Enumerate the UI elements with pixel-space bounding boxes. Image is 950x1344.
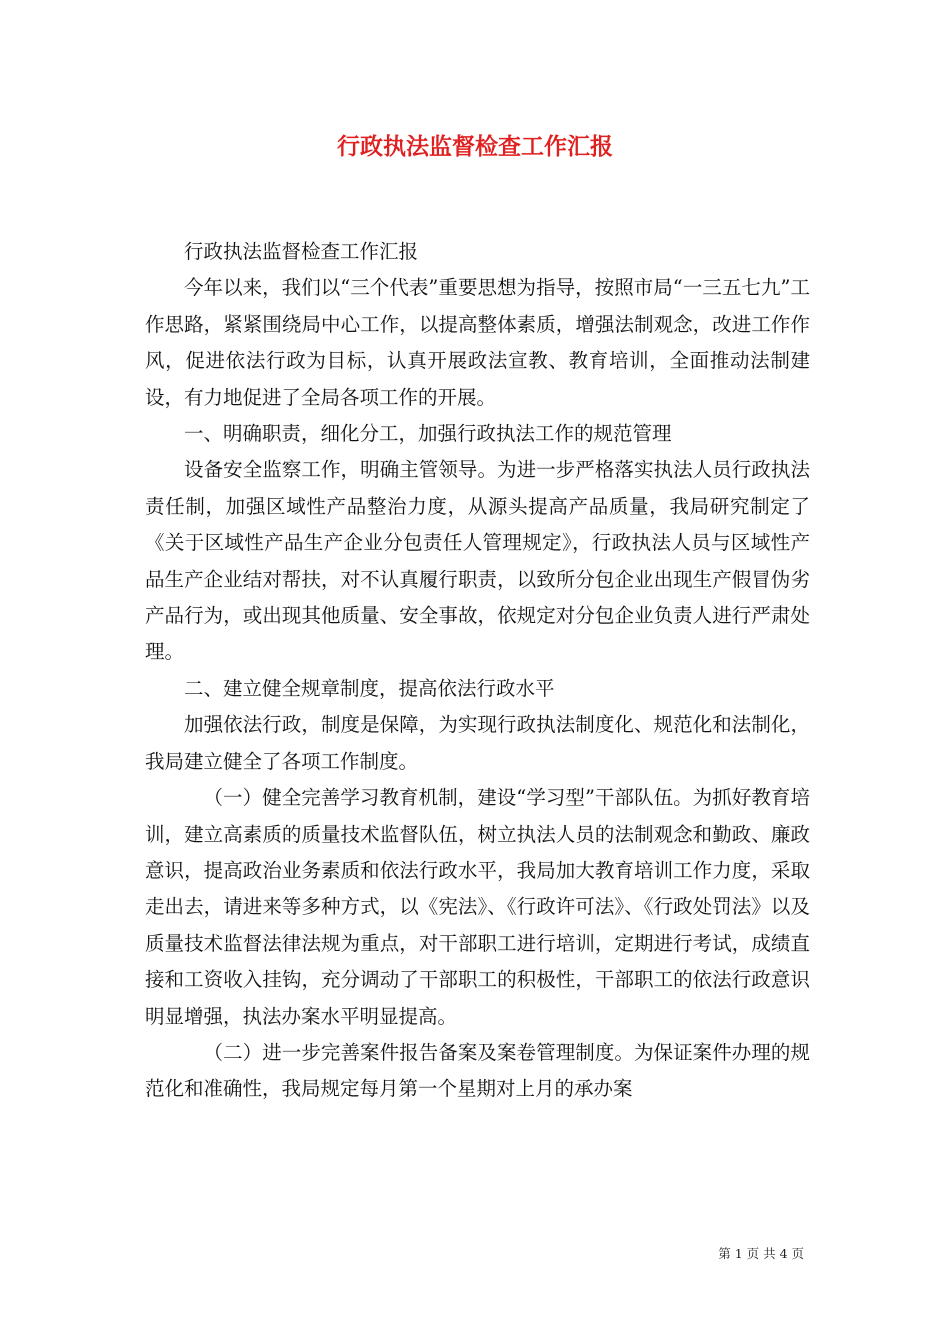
body-paragraph-intro: 今年以来，我们以“三个代表”重要思想为指导，按照市局“一三五七九”工作思路，紧紧围绕局中心工作，以提高整体素质，增强法制观念，改进工作作风，促进依法行政为目标，认真开展政法宣教、教育培训，全面推动法制建设，有力地促进了全局各项工作的开展。 <box>145 276 810 409</box>
section-heading-1: 一、明确职责，细化分工，加强行政执法工作的规范管理 <box>184 422 672 446</box>
subsection-paragraph-1: （一）健全完善学习教育机制，建设“学习型”干部队伍。为抓好教育培训，建立高素质的质量技术监督队伍，树立执法人员的法制观念和勤政、廉政意识，提高政治业务素质和依法行政水平，我局加大教育培训工作力度，采取走出去，请进来等多种方式，以《宪法》、《行政许可法》、《行政处罚法》以及质量技术监督法律法规为重点，对干部职工进行培训，定期进行考试，成绩直接和工资收入挂钩，充分调动了干部职工的积极性，干部职工的依法行政意识明显增强，执法办案水平明显提高。 <box>145 786 810 1028</box>
section-heading-2: 二、建立健全规章制度，提高依法行政水平 <box>184 676 555 700</box>
page-number: 第 1 页 共 4 页 <box>718 1246 804 1261</box>
body-subtitle: 行政执法监督检查工作汇报 <box>184 240 419 263</box>
body-paragraph-section-1: 设备安全监察工作，明确主管领导。为进一步严格落实执法人员行政执法责任制，加强区域性产品整治力度，从源头提高产品质量，我局研究制定了《关于区域性产品生产企业分包责任人管理规定》，行政执法人员与区域性产品生产企业结对帮扶，对不认真履行职责，以致所分包企业出现生产假冒伪劣产品行为，或出现其他质量、安全事故，依规定对分包企业负责人进行严肃处理。 <box>145 458 810 664</box>
document-body <box>145 234 810 1108</box>
document-title: 行政执法监督检查工作汇报 <box>337 133 613 160</box>
body-paragraph-section-2: 加强依法行政，制度是保障，为实现行政执法制度化、规范化和法制化，我局建立健全了各项工作制度。 <box>145 713 810 773</box>
subsection-paragraph-2: （二）进一步完善案件报告备案及案卷管理制度。为保证案件办理的规范化和准确性，我局规定每月第一个星期对上月的承办案 <box>145 1040 810 1101</box>
